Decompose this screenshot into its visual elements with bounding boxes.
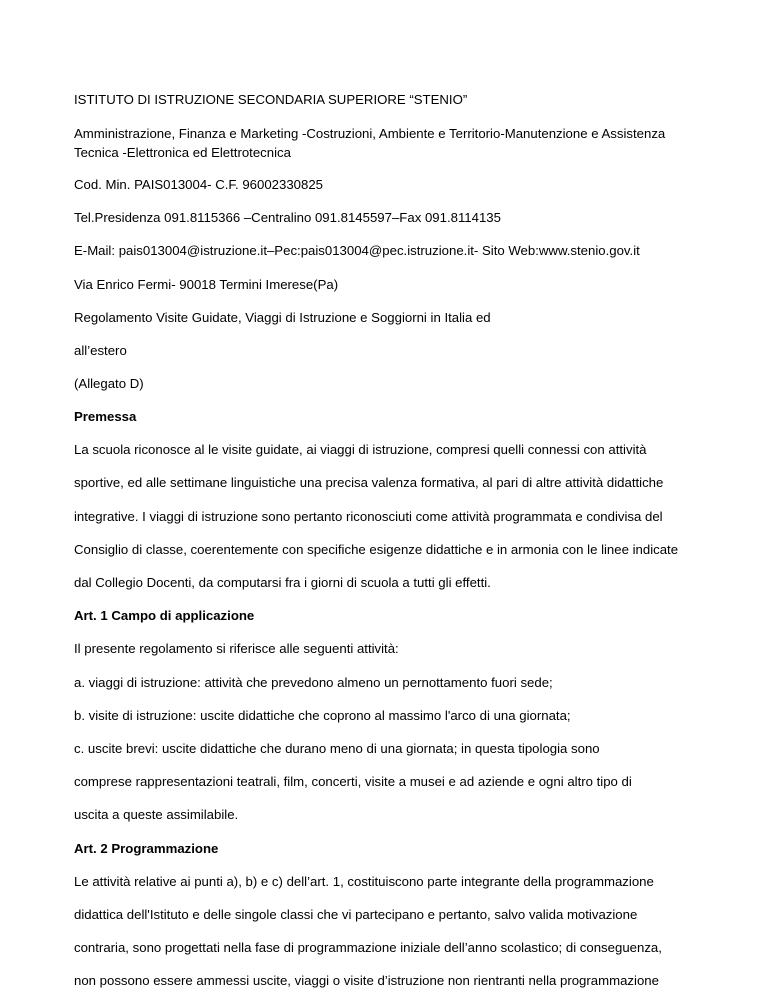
art1-item-a: a. viaggi di istruzione: attività che prevedono almeno un pernottamento fuori sede; — [74, 675, 553, 690]
attachment-label: (Allegato D) — [74, 376, 144, 391]
document-title-line-1: Regolamento Visite Guidate, Viaggi di Istruzione e Soggiorni in Italia ed — [74, 310, 491, 325]
premessa-line: integrative. I viaggi di istruzione sono pertanto riconosciuti come attività programmata e condivisa del — [74, 509, 663, 524]
art2-heading: Art. 2 Programmazione — [74, 841, 219, 856]
art1-item-c: comprese rappresentazioni teatrali, film, concerti, visite a musei e ad aziende e ogni altro tipo di — [74, 774, 632, 789]
art1-intro: Il presente regolamento si riferisce alle seguenti attività: — [74, 641, 399, 656]
premessa-line: La scuola riconosce al le visite guidate, ai viaggi di istruzione, compresi quelli connessi con attività — [74, 442, 647, 457]
institute-name: ISTITUTO DI ISTRUZIONE SECONDARIA SUPERIORE “STENIO” — [74, 92, 468, 107]
art2-line: didattica dell'Istituto e delle singole classi che vi partecipano e pertanto, salvo valida motivazione — [74, 907, 638, 922]
art2-line: contraria, sono progettati nella fase di programmazione iniziale dell’anno scolastico; di conseguenza, — [74, 940, 662, 955]
premessa-line: Consiglio di classe, coerentemente con specifiche esigenze didattiche e in armonia con le linee indicate — [74, 542, 679, 557]
institute-codes: Cod. Min. PAIS013004- C.F. 96002330825 — [74, 177, 324, 192]
institute-address: Via Enrico Fermi- 90018 Termini Imerese(Pa) — [74, 277, 339, 292]
art1-item-b: b. visite di istruzione: uscite didattiche che coprono al massimo l'arco di una giornata; — [74, 708, 571, 723]
premessa-line: dal Collegio Docenti, da computarsi fra i giorni di scuola a tutti gli effetti. — [74, 575, 491, 590]
institute-phones: Tel.Presidenza 091.8115366 –Centralino 091.8145597–Fax 091.8114135 — [74, 210, 501, 225]
art2-line: Le attività relative ai punti a), b) e c) dell’art. 1, costituiscono parte integrante della programmazione — [74, 874, 654, 889]
institute-courses: Amministrazione, Finanza e Marketing -Costruzioni, Ambiente e Territorio-Manutenzione e Assistenza Tecnica -Elettronica ed Elettrotecnica — [74, 126, 666, 160]
art1-heading: Art. 1 Campo di applicazione — [74, 608, 255, 623]
art1-item-c: c. uscite brevi: uscite didattiche che durano meno di una giornata; in questa tipologia sono — [74, 741, 600, 756]
art1-item-c: uscita a queste assimilabile. — [74, 807, 239, 822]
art2-line: non possono essere ammessi uscite, viaggi o visite d’istruzione non rientranti nella programmazione — [74, 973, 659, 988]
document-title-line-2: all’estero — [74, 343, 127, 358]
institute-emails: E-Mail: pais013004@istruzione.it–Pec:pais013004@pec.istruzione.it- Sito Web:www.stenio.gov.it — [74, 243, 640, 258]
premessa-line: sportive, ed alle settimane linguistiche una precisa valenza formativa, al pari di altre attività didattiche — [74, 475, 664, 490]
premessa-heading: Premessa — [74, 409, 137, 424]
